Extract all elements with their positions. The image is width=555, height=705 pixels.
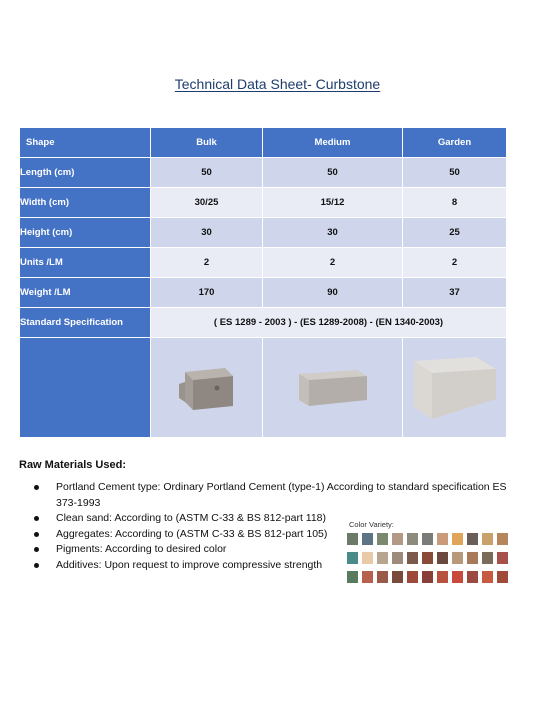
list-item-text: Clean sand: According to (ASTM C-33 & BS 812-part 118) xyxy=(56,512,327,524)
table-row xyxy=(20,308,507,338)
row-label: Width (cm) xyxy=(20,188,151,218)
color-swatch xyxy=(467,552,478,564)
color-swatch xyxy=(437,533,448,545)
table-header-row xyxy=(20,128,507,158)
column-header: Bulk xyxy=(151,128,263,158)
standard-specification-value: ( ES 1289 - 2003 ) - (ES 1289-2008) - (EN 1340-2003) xyxy=(151,308,507,338)
medium-curbstone-image-cell xyxy=(263,338,403,438)
garden-curbstone-image-cell xyxy=(403,338,507,438)
table-cell: 30 xyxy=(151,218,263,248)
list-item-text: Aggregates: According to (ASTM C-33 & BS 812-part 105) xyxy=(56,527,328,540)
table-row xyxy=(20,158,507,188)
row-label: Standard Specification xyxy=(20,308,151,338)
color-swatch xyxy=(422,552,433,564)
color-swatch xyxy=(467,533,478,545)
color-swatch xyxy=(422,571,433,583)
color-swatch xyxy=(437,552,448,564)
color-swatch xyxy=(347,552,358,564)
table-cell: 170 xyxy=(151,278,263,308)
table-cell: 8 xyxy=(403,188,507,218)
table-cell: 2 xyxy=(403,248,507,278)
row-label: Height (cm) xyxy=(20,218,151,248)
color-swatch xyxy=(452,533,463,545)
table-row xyxy=(20,218,507,248)
table-cell: 30/25 xyxy=(151,188,263,218)
color-swatch xyxy=(407,552,418,564)
table-cell: 30 xyxy=(263,218,403,248)
table-row xyxy=(20,188,507,218)
color-swatch xyxy=(392,552,403,564)
color-swatch-row xyxy=(347,533,537,545)
row-label-empty xyxy=(20,338,151,438)
color-swatch xyxy=(482,571,493,583)
bullet-icon xyxy=(34,563,39,568)
list-item xyxy=(22,511,512,527)
list-item-text: Additives: Upon request to improve compressive strength xyxy=(56,558,323,571)
list-item xyxy=(22,480,512,511)
bullet-icon xyxy=(34,485,39,490)
bulk-curbstone-image xyxy=(177,362,237,414)
row-label: Weight /LM xyxy=(20,278,151,308)
column-header: Garden xyxy=(403,128,507,158)
table-cell: 50 xyxy=(403,158,507,188)
color-swatch xyxy=(377,533,388,545)
table-cell: 2 xyxy=(263,248,403,278)
color-swatch-grid xyxy=(347,533,537,590)
bullet-icon xyxy=(34,516,39,521)
raw-materials-title: Raw Materials Used: xyxy=(19,459,126,471)
column-header: Medium xyxy=(263,128,403,158)
color-swatch xyxy=(392,533,403,545)
color-swatch xyxy=(497,552,508,564)
table-cell: 2 xyxy=(151,248,263,278)
color-variety-title: Color Variety: xyxy=(349,520,394,529)
table-cell: 50 xyxy=(151,158,263,188)
table-cell: 37 xyxy=(403,278,507,308)
color-swatch xyxy=(347,571,358,583)
color-swatch xyxy=(377,552,388,564)
color-swatch xyxy=(392,571,403,583)
color-swatch xyxy=(362,571,373,583)
page-title: Technical Data Sheet- Curbstone xyxy=(174,76,381,92)
color-swatch xyxy=(347,533,358,545)
medium-curbstone-image xyxy=(293,362,373,414)
spec-table xyxy=(19,127,507,438)
row-label: Length (cm) xyxy=(20,158,151,188)
table-cell: 25 xyxy=(403,218,507,248)
table-cell: 15/12 xyxy=(263,188,403,218)
color-swatch xyxy=(497,533,508,545)
bulk-curbstone-image-cell xyxy=(151,338,263,438)
color-swatch xyxy=(452,571,463,583)
list-item-text: Portland Cement type: Ordinary Portland Cement (type-1) According to standard specification ES 373-1993 xyxy=(56,481,507,509)
color-swatch xyxy=(497,571,508,583)
bullet-icon xyxy=(34,532,39,537)
color-swatch xyxy=(482,552,493,564)
color-swatch xyxy=(482,533,493,545)
color-swatch xyxy=(422,533,433,545)
color-swatch-row xyxy=(347,571,537,583)
color-swatch xyxy=(407,571,418,583)
bullet-icon xyxy=(34,547,39,552)
table-cell: 50 xyxy=(263,158,403,188)
color-swatch-row xyxy=(347,552,537,564)
table-row xyxy=(20,278,507,308)
color-swatch xyxy=(362,552,373,564)
color-swatch xyxy=(467,571,478,583)
color-swatch xyxy=(407,533,418,545)
image-row xyxy=(20,338,507,438)
color-swatch xyxy=(362,533,373,545)
color-swatch xyxy=(377,571,388,583)
list-item-text: Pigments: According to desired color xyxy=(56,543,227,555)
row-label: Units /LM xyxy=(20,248,151,278)
column-header: Shape xyxy=(20,128,151,158)
garden-curbstone-image xyxy=(410,353,500,423)
color-swatch xyxy=(437,571,448,583)
color-swatch xyxy=(452,552,463,564)
table-cell: 90 xyxy=(263,278,403,308)
table-row xyxy=(20,248,507,278)
